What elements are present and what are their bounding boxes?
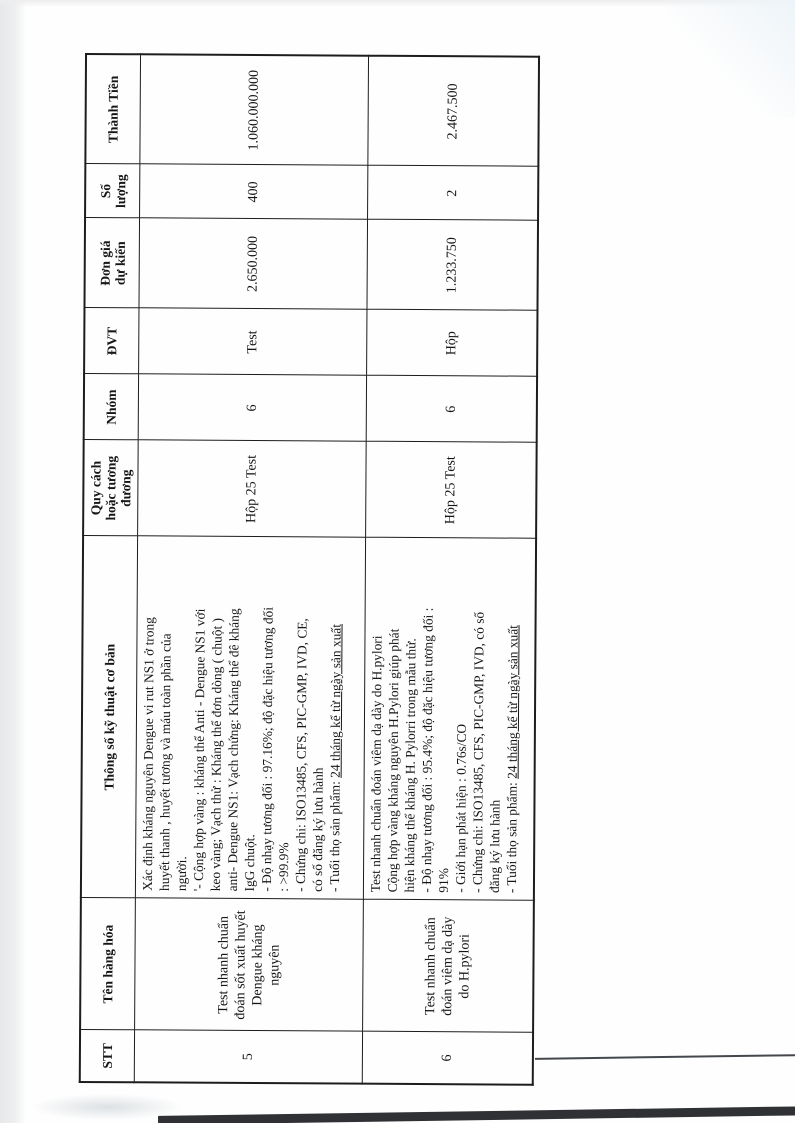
cell-specs	[135, 536, 365, 899]
cell-product-name: Test nhanh chuẩn đoán sốt xuất huyết Dengue kháng nguyên	[135, 898, 364, 1031]
cell-group: 6	[138, 374, 366, 441]
cell-total: 1.060.000.000	[140, 54, 369, 165]
col-header-total: Thành Tiền	[85, 54, 140, 164]
col-header-specs: Thông số kỹ thuật cơ bản	[81, 536, 138, 898]
cell-packing: Hộp 25 Test	[138, 440, 367, 537]
spec-text: Xác định kháng nguyên Dengue vi rut NS1 ở trong huyết thanh , huyết tương và máu toàn phần của người. '- Cộng hợp vàng : kháng thể Anti - Dengue NS1 với keo vàng; Vạch thử : Kháng thể đơn dòng ( chuột ) anti- Dengue NS1: Vạch chứng: Kháng thể đê kháng IgG chuột. - Độ nhạy tương đối : 97.16%; độ đặc hiệu tương đối : >99.9% - Chứng chi: ISO13485, CFS, PIC-GMP, IVD, CE, có số đăng ký lưu hành	[139, 606, 326, 892]
header-row	[80, 54, 141, 1082]
cell-group: 6	[366, 376, 537, 443]
spec-shelf-life-underlined: 24 tháng kể từ ngày sản xuất	[504, 625, 521, 779]
spec-shelf-life-underlined: 24 tháng kể từ ngày sản xuất	[327, 623, 344, 778]
cell-unit-price: 1.233.750	[367, 220, 538, 311]
col-header-packing: Quy cách hoặc tương đương	[83, 440, 138, 536]
cell-stt: 6	[362, 1032, 533, 1085]
rotated-table-wrapper	[79, 55, 524, 1086]
table-row-item-5	[134, 54, 368, 1083]
table-row-item-6	[362, 56, 539, 1085]
cell-unit: Test	[139, 308, 367, 375]
procurement-table	[79, 53, 540, 1086]
cell-unit-price: 2.650.000	[139, 218, 368, 309]
col-header-unit: ĐVT	[84, 308, 139, 374]
col-header-stt: STT	[80, 1030, 135, 1082]
spec-shelf-life-line	[326, 543, 345, 892]
cell-quantity: 400	[140, 164, 368, 219]
spec-shelf-life-prefix: - Tuổi thọ sản phẩm:	[326, 777, 343, 893]
cell-product-name: Test nhanh chuẩn đoán viêm dạ dày do H.pylori	[363, 900, 534, 1033]
spec-shelf-life-prefix: - Tuổi thọ sản phẩm:	[503, 778, 520, 894]
cell-quantity: 2	[368, 166, 539, 221]
cell-specs	[363, 538, 536, 901]
cell-total: 2.467.500	[368, 56, 539, 167]
col-header-unit-price: Đơn giá dự kiến	[84, 218, 139, 308]
cell-stt: 5	[134, 1030, 362, 1083]
col-header-quantity: Số lượng	[85, 164, 140, 218]
spec-text: Test nhanh chuẩn đoán viêm dạ dày do H.pylori Cộng hợp vàng kháng nguyên H.Pylori giúp phát hiện kháng thể kháng H. Pylorri trong mẫu thử. - Độ nhạy tương đối : 95.4%; độ đặc hiệu tương đối : 91% - Giới hạn phát hiện : 0.76s/CO - Chứng chi: ISO13485, CFS, PIC-GMP, IVD, có số đăng ký lưu hành	[367, 607, 503, 894]
col-header-group: Nhóm	[84, 374, 139, 440]
cell-unit: Hộp	[367, 310, 538, 377]
spec-shelf-life-line	[503, 544, 522, 893]
cell-packing: Hộp 25 Test	[366, 442, 537, 539]
col-header-product-name: Tên hàng hóa	[80, 898, 135, 1030]
